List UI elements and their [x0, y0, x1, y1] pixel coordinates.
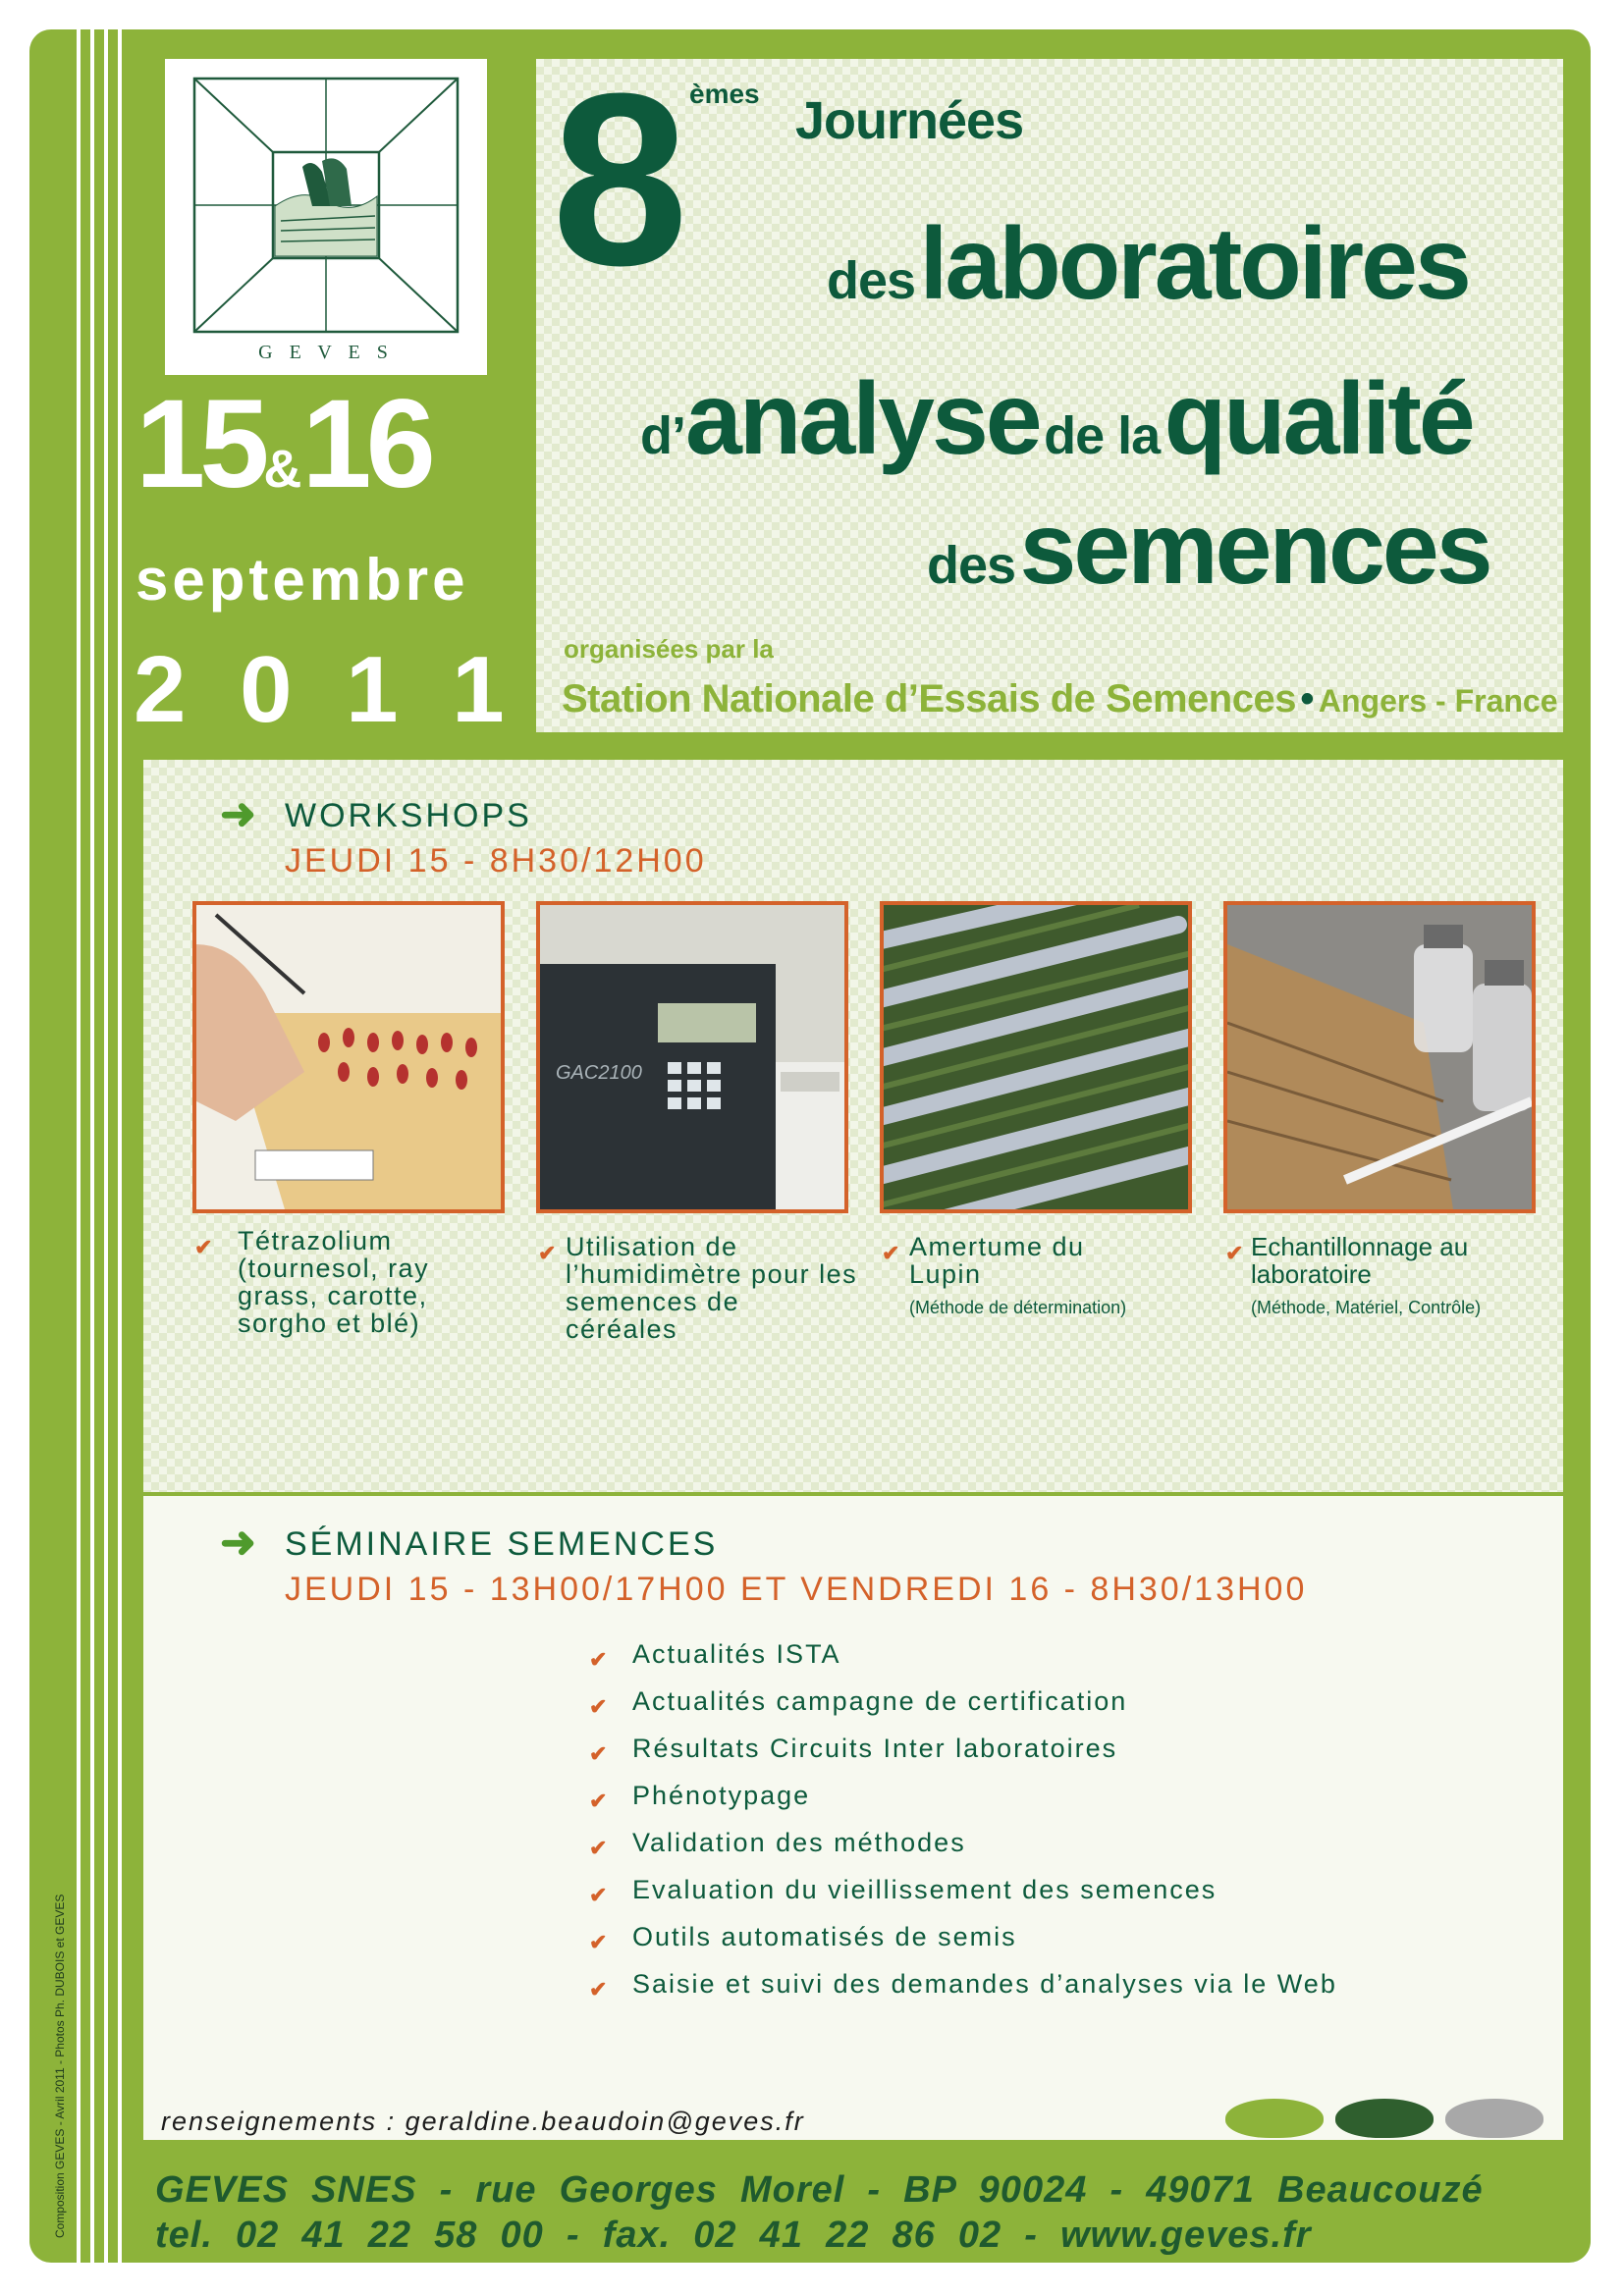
event-dates — [135, 374, 528, 537]
logo-text: G E V E S — [258, 342, 394, 363]
workshop-item: Tétrazolium (tournesol, ray grass, carotte, sorgho et blé) — [238, 1226, 430, 1338]
workshop-item: Echantillonnage au laboratoire (Méthode, Matériel, Contrôle) — [1251, 1232, 1482, 1317]
check-icon: ✔ — [882, 1241, 900, 1265]
seminar-item: Actualités ISTA — [632, 1639, 841, 1669]
title-line-2: des laboratoires — [827, 207, 1469, 321]
organiser-bullet: • — [1300, 677, 1315, 721]
seminar-item: Résultats Circuits Inter laboratoires — [632, 1734, 1118, 1763]
decor-ellipse-grey — [1445, 2099, 1543, 2138]
date-year: 2 0 1 1 — [134, 637, 518, 742]
seminar-item: Phénotypage — [632, 1781, 811, 1810]
workshop-item: Utilisation de l’humidimètre pour les semences de céréales — [566, 1232, 858, 1344]
check-icon: ✔ — [194, 1235, 213, 1259]
frame-stripe — [77, 29, 81, 2263]
organiser-location: Angers - France — [1318, 683, 1558, 719]
title-number: 8 — [552, 42, 679, 316]
side-credit: Composition GEVES - Avril 2011 - Photos Ph. DUBOIS et GEVES — [53, 1894, 67, 2238]
workshop-item: Amertume du Lupin (Méthode de détermination) — [909, 1232, 1127, 1317]
title-ordinal: èmes — [689, 79, 760, 109]
decor-ellipse-light — [1225, 2099, 1324, 2138]
contact-email: renseignements : geraldine.beaudoin@geves.fr — [161, 2107, 805, 2136]
footer-address: GEVES SNES - rue Georges Morel - BP 90024 - 49071 Beaucouzé — [155, 2169, 1484, 2211]
photo-lupin-field — [880, 901, 1192, 1213]
check-icon: ✔ — [1225, 1241, 1244, 1265]
check-icon: ✔ — [589, 1789, 608, 1813]
check-icon: ✔ — [589, 1977, 608, 2002]
organiser-name: Station Nationale d’Essais de Semences — [562, 677, 1296, 721]
logo-graphic — [165, 59, 487, 375]
check-icon: ✔ — [589, 1883, 608, 1907]
seminar-schedule: JEUDI 15 - 13H00/17H00 ET VENDREDI 16 - 8H30/13H00 — [285, 1571, 1308, 1608]
check-icon: ✔ — [589, 1694, 608, 1719]
frame-stripe — [104, 29, 108, 2263]
photo-tetrazolium — [192, 901, 505, 1213]
footer-contact: tel. 02 41 22 58 00 - fax. 02 41 22 86 02 - www.geves.fr — [155, 2215, 1312, 2256]
geves-logo — [165, 59, 487, 375]
photo-humidimeter — [536, 901, 848, 1213]
photo-sampling-lab — [1223, 901, 1536, 1213]
frame-stripe — [118, 29, 122, 2263]
photo-device-label: GAC2100 — [556, 1062, 642, 1084]
workshops-schedule: JEUDI 15 - 8H30/12H00 — [285, 842, 707, 880]
seminar-item: Saisie et suivi des demandes d’analyses via le Web — [632, 1969, 1337, 1999]
date-month: septembre — [135, 547, 469, 613]
date-ampersand: & — [263, 440, 302, 499]
seminar-item: Actualités campagne de certification — [632, 1686, 1128, 1716]
date-day-a: 15 — [135, 374, 264, 514]
seminar-item: Evaluation du vieillissement des semences — [632, 1875, 1218, 1904]
seminar-heading: SÉMINAIRE SEMENCES — [285, 1525, 719, 1563]
workshops-heading: WORKSHOPS — [285, 797, 532, 834]
seminar-item: Validation des méthodes — [632, 1828, 966, 1857]
check-icon: ✔ — [589, 1930, 608, 1954]
check-icon: ✔ — [589, 1741, 608, 1766]
title-line-3: d’analyse de la qualité — [640, 362, 1473, 476]
organiser-intro: organisées par la — [564, 634, 774, 664]
title-line-1: Journées — [795, 91, 1024, 150]
frame-stripe — [90, 29, 94, 2263]
title-line-4: des semences — [927, 492, 1490, 606]
arrow-right-icon: ➜ — [220, 790, 256, 838]
organiser-line — [562, 677, 1558, 721]
check-icon: ✔ — [589, 1836, 608, 1860]
check-icon: ✔ — [538, 1241, 557, 1265]
arrow-right-icon: ➜ — [220, 1519, 256, 1567]
date-day-b: 16 — [301, 374, 430, 514]
seminar-item: Outils automatisés de semis — [632, 1922, 1017, 1951]
check-icon: ✔ — [589, 1647, 608, 1672]
decor-ellipse-dark — [1335, 2099, 1434, 2138]
